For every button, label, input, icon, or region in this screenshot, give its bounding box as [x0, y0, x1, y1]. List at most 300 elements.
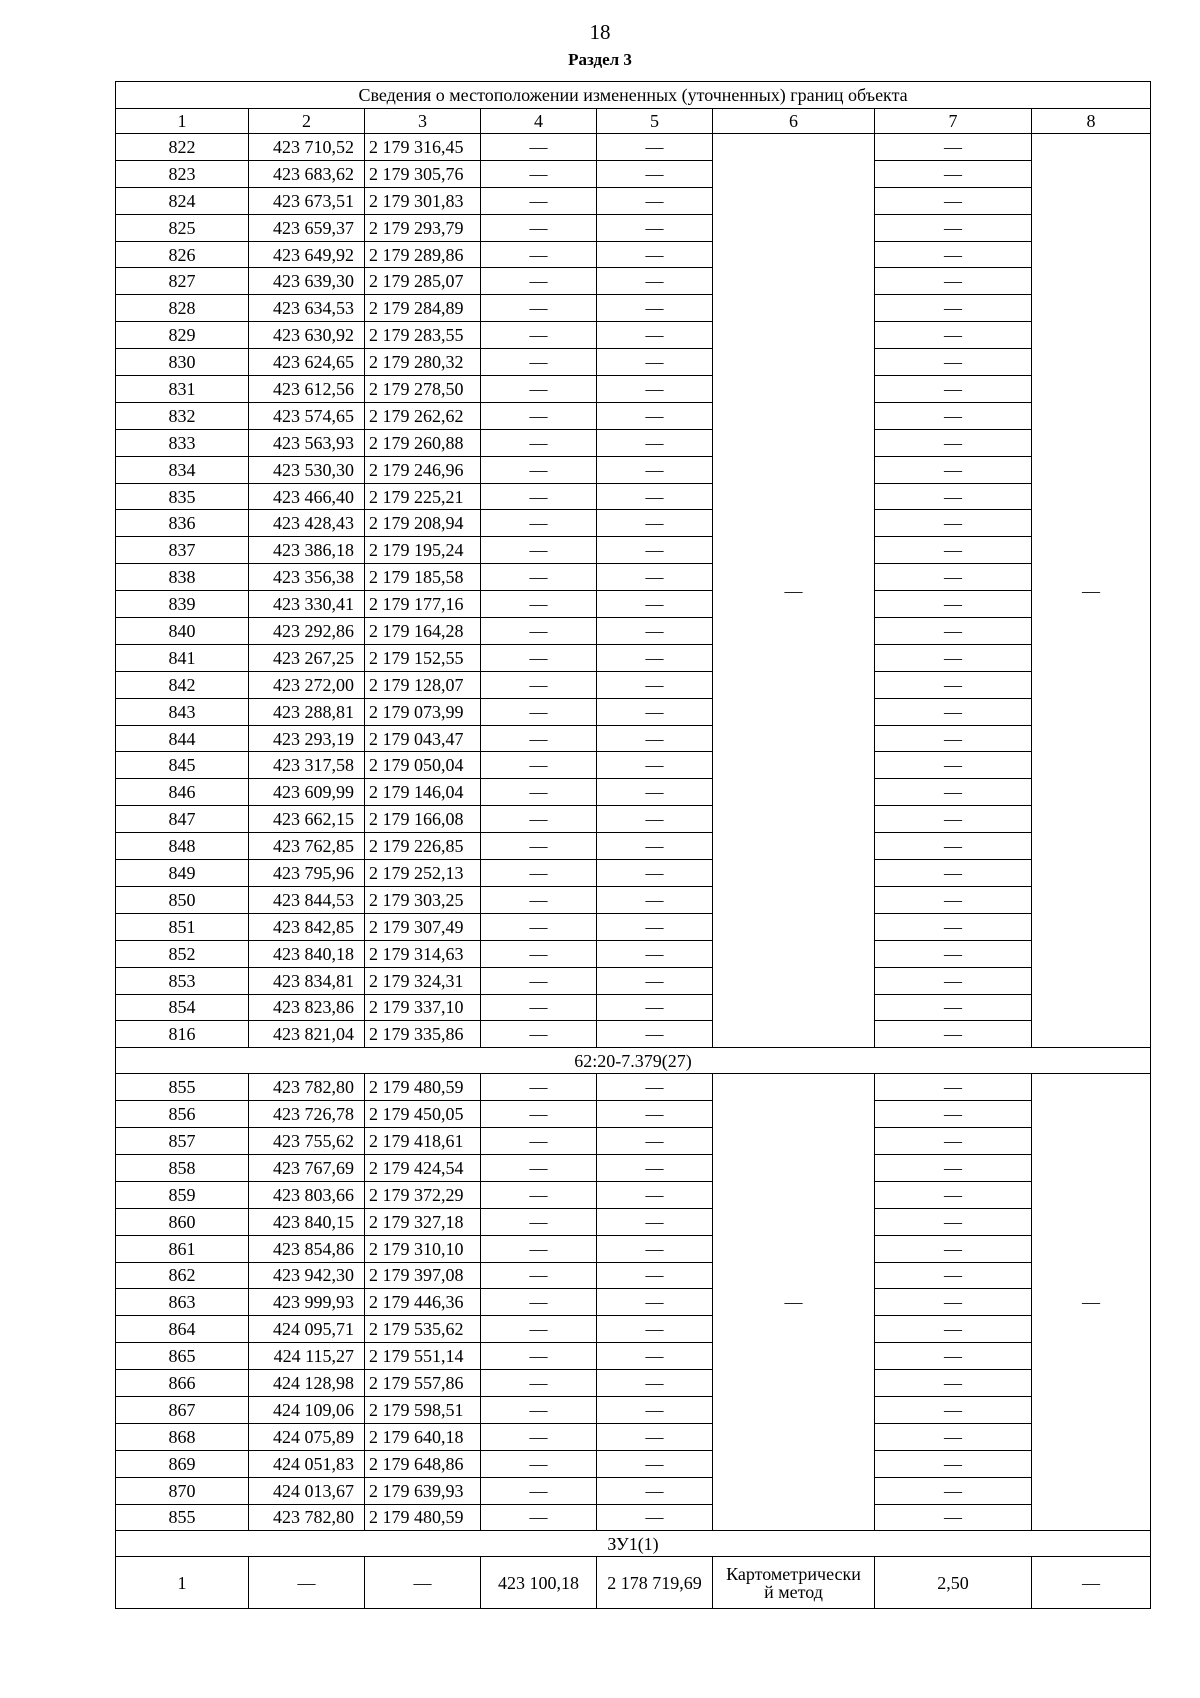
group-label: 62:20-7.379(27) [116, 1048, 1151, 1074]
table-row [116, 644, 1151, 671]
empty-dash-cell: — [597, 1235, 713, 1262]
empty-dash-cell: — [597, 134, 713, 161]
empty-dash-cell: — [481, 591, 597, 618]
y-coordinate-cell: 2 178 719,69 [597, 1557, 713, 1609]
empty-dash-cell: — [875, 1450, 1032, 1477]
x-coordinate-cell: 423 267,25 [249, 644, 365, 671]
y-coordinate-cell: 2 179 284,89 [365, 295, 481, 322]
group-label: ЗУ1(1) [116, 1531, 1151, 1557]
table-row [116, 134, 1151, 161]
method-line: Картометрически [726, 1563, 861, 1584]
method-line: й метод [764, 1581, 823, 1602]
x-coordinate-cell: 423 639,30 [249, 268, 365, 295]
point-number-cell: 839 [116, 591, 249, 618]
empty-dash-cell: — [875, 1289, 1032, 1316]
y-coordinate-cell: 2 179 480,59 [365, 1504, 481, 1531]
empty-dash-cell: — [481, 510, 597, 537]
empty-dash-cell: — [481, 483, 597, 510]
empty-dash-cell: — [597, 1316, 713, 1343]
point-number-cell: 840 [116, 618, 249, 645]
table-row [116, 187, 1151, 214]
x-coordinate-cell: 423 386,18 [249, 537, 365, 564]
empty-dash-cell: — [481, 994, 597, 1021]
empty-dash-cell: — [875, 1396, 1032, 1423]
y-coordinate-cell: 2 179 146,04 [365, 779, 481, 806]
point-number-cell: 861 [116, 1235, 249, 1262]
x-coordinate-cell: 423 782,80 [249, 1074, 365, 1101]
x-coordinate-cell: 423 842,85 [249, 913, 365, 940]
table-row [116, 322, 1151, 349]
empty-dash-cell: — [481, 160, 597, 187]
empty-dash-cell: — [481, 402, 597, 429]
point-number-cell: 842 [116, 671, 249, 698]
table-row [116, 1128, 1151, 1155]
y-coordinate-cell: 2 179 335,86 [365, 1021, 481, 1048]
empty-dash-cell: — [481, 671, 597, 698]
merged-dash-cell: — [713, 134, 875, 1048]
empty-dash-cell: — [481, 1021, 597, 1048]
y-coordinate-cell: 2 179 324,31 [365, 967, 481, 994]
point-number-cell: 838 [116, 564, 249, 591]
empty-dash-cell: — [597, 913, 713, 940]
y-coordinate-cell: 2 179 208,94 [365, 510, 481, 537]
point-number-cell: 836 [116, 510, 249, 537]
table-row [116, 1101, 1151, 1128]
empty-dash-cell: — [875, 483, 1032, 510]
table-row [116, 214, 1151, 241]
empty-dash-cell: — [597, 1074, 713, 1101]
empty-dash-cell: — [597, 1450, 713, 1477]
column-number-header: 5 [597, 109, 713, 134]
x-coordinate-cell: 423 100,18 [481, 1557, 597, 1609]
empty-dash-cell: — [481, 537, 597, 564]
point-number-cell: 860 [116, 1208, 249, 1235]
y-coordinate-cell: 2 179 535,62 [365, 1316, 481, 1343]
table-row [116, 564, 1151, 591]
point-number-cell: 833 [116, 429, 249, 456]
table-row [116, 1235, 1151, 1262]
x-coordinate-cell: 424 075,89 [249, 1423, 365, 1450]
table-row [116, 994, 1151, 1021]
empty-dash-cell: — [875, 214, 1032, 241]
x-coordinate-cell: 423 840,18 [249, 940, 365, 967]
empty-dash-cell: — [875, 591, 1032, 618]
y-coordinate-cell: 2 179 337,10 [365, 994, 481, 1021]
column-number-header: 7 [875, 109, 1032, 134]
y-coordinate-cell: 2 179 557,86 [365, 1370, 481, 1397]
table-row [116, 1289, 1151, 1316]
empty-dash-cell: — [875, 1128, 1032, 1155]
x-coordinate-cell: 423 854,86 [249, 1235, 365, 1262]
empty-dash-cell: — [597, 376, 713, 403]
y-coordinate-cell: 2 179 177,16 [365, 591, 481, 618]
empty-dash-cell: — [875, 1021, 1032, 1048]
point-number-cell: 852 [116, 940, 249, 967]
empty-dash-cell: — [597, 725, 713, 752]
x-coordinate-cell: 423 755,62 [249, 1128, 365, 1155]
x-coordinate-cell: 424 051,83 [249, 1450, 365, 1477]
merged-dash-cell: — [1032, 1074, 1151, 1531]
empty-dash-cell: — [875, 725, 1032, 752]
empty-dash-cell: — [597, 833, 713, 860]
empty-dash-cell: — [875, 160, 1032, 187]
empty-dash-cell: — [875, 806, 1032, 833]
point-number-cell: 867 [116, 1396, 249, 1423]
empty-dash-cell: — [597, 1477, 713, 1504]
point-number-cell: 845 [116, 752, 249, 779]
empty-dash-cell: — [365, 1557, 481, 1609]
y-coordinate-cell: 2 179 278,50 [365, 376, 481, 403]
merged-dash-cell: — [713, 1074, 875, 1531]
y-coordinate-cell: 2 179 639,93 [365, 1477, 481, 1504]
empty-dash-cell: — [875, 1477, 1032, 1504]
empty-dash-cell: — [597, 322, 713, 349]
point-number-cell: 837 [116, 537, 249, 564]
x-coordinate-cell: 423 782,80 [249, 1504, 365, 1531]
y-coordinate-cell: 2 179 301,83 [365, 187, 481, 214]
x-coordinate-cell: 423 292,86 [249, 618, 365, 645]
point-number-cell: 868 [116, 1423, 249, 1450]
table-row [116, 510, 1151, 537]
empty-dash-cell: — [597, 241, 713, 268]
y-coordinate-cell: 2 179 314,63 [365, 940, 481, 967]
empty-dash-cell: — [875, 134, 1032, 161]
empty-dash-cell: — [597, 860, 713, 887]
empty-dash-cell: — [875, 376, 1032, 403]
point-number-cell: 863 [116, 1289, 249, 1316]
empty-dash-cell: — [597, 671, 713, 698]
y-coordinate-cell: 2 179 327,18 [365, 1208, 481, 1235]
empty-dash-cell: — [481, 1504, 597, 1531]
empty-dash-cell: — [481, 456, 597, 483]
table-row [116, 671, 1151, 698]
table-row [116, 537, 1151, 564]
empty-dash-cell: — [597, 214, 713, 241]
empty-dash-cell: — [597, 1181, 713, 1208]
table-row [116, 1557, 1151, 1609]
y-coordinate-cell: 2 179 226,85 [365, 833, 481, 860]
empty-dash-cell: — [481, 1343, 597, 1370]
empty-dash-cell: — [875, 510, 1032, 537]
empty-dash-cell: — [875, 1423, 1032, 1450]
table-row [116, 268, 1151, 295]
y-coordinate-cell: 2 179 372,29 [365, 1181, 481, 1208]
empty-dash-cell: — [875, 456, 1032, 483]
empty-dash-cell: — [481, 1289, 597, 1316]
empty-dash-cell: — [597, 349, 713, 376]
y-coordinate-cell: 2 179 225,21 [365, 483, 481, 510]
empty-dash-cell: — [481, 644, 597, 671]
x-coordinate-cell: 423 823,86 [249, 994, 365, 1021]
x-coordinate-cell: 423 272,00 [249, 671, 365, 698]
y-coordinate-cell: 2 179 397,08 [365, 1262, 481, 1289]
empty-dash-cell: — [875, 833, 1032, 860]
empty-dash-cell: — [875, 1504, 1032, 1531]
empty-dash-cell: — [875, 1074, 1032, 1101]
table-row [116, 402, 1151, 429]
empty-dash-cell: — [597, 1128, 713, 1155]
point-number-cell: 850 [116, 886, 249, 913]
empty-dash-cell: — [481, 806, 597, 833]
empty-dash-cell: — [875, 1343, 1032, 1370]
y-coordinate-cell: 2 179 305,76 [365, 160, 481, 187]
point-number-cell: 826 [116, 241, 249, 268]
table-row [116, 940, 1151, 967]
table-row [116, 376, 1151, 403]
point-number-cell: 827 [116, 268, 249, 295]
table-row [116, 1450, 1151, 1477]
empty-dash-cell: — [597, 402, 713, 429]
y-coordinate-cell: 2 179 280,32 [365, 349, 481, 376]
empty-dash-cell: — [875, 1316, 1032, 1343]
y-coordinate-cell: 2 179 166,08 [365, 806, 481, 833]
y-coordinate-cell: 2 179 164,28 [365, 618, 481, 645]
empty-dash-cell: — [597, 698, 713, 725]
point-number-cell: 857 [116, 1128, 249, 1155]
point-number-cell: 866 [116, 1370, 249, 1397]
x-coordinate-cell: 424 109,06 [249, 1396, 365, 1423]
empty-dash-cell: — [481, 833, 597, 860]
table-row [116, 1423, 1151, 1450]
point-number-cell: 870 [116, 1477, 249, 1504]
point-number-cell: 849 [116, 860, 249, 887]
x-coordinate-cell: 423 574,65 [249, 402, 365, 429]
table-row [116, 618, 1151, 645]
empty-dash-cell: — [597, 1101, 713, 1128]
empty-dash-cell: — [481, 429, 597, 456]
y-coordinate-cell: 2 179 303,25 [365, 886, 481, 913]
empty-dash-cell: — [481, 1370, 597, 1397]
y-coordinate-cell: 2 179 185,58 [365, 564, 481, 591]
empty-dash-cell: — [481, 940, 597, 967]
y-coordinate-cell: 2 179 195,24 [365, 537, 481, 564]
empty-dash-cell: — [875, 994, 1032, 1021]
point-number-cell: 844 [116, 725, 249, 752]
empty-dash-cell: — [481, 1101, 597, 1128]
y-coordinate-cell: 2 179 640,18 [365, 1423, 481, 1450]
empty-dash-cell: — [875, 860, 1032, 887]
empty-dash-cell: — [481, 1208, 597, 1235]
accuracy-cell: 2,50 [875, 1557, 1032, 1609]
table-row [116, 1370, 1151, 1397]
x-coordinate-cell: 423 710,52 [249, 134, 365, 161]
empty-dash-cell: — [875, 1208, 1032, 1235]
point-number-cell: 834 [116, 456, 249, 483]
empty-dash-cell: — [481, 967, 597, 994]
y-coordinate-cell: 2 179 043,47 [365, 725, 481, 752]
empty-dash-cell: — [875, 671, 1032, 698]
x-coordinate-cell: 423 942,30 [249, 1262, 365, 1289]
empty-dash-cell: — [481, 860, 597, 887]
x-coordinate-cell: 423 330,41 [249, 591, 365, 618]
x-coordinate-cell: 423 834,81 [249, 967, 365, 994]
table-row [116, 833, 1151, 860]
point-number-cell: 816 [116, 1021, 249, 1048]
table-row [116, 483, 1151, 510]
table-row [116, 1504, 1151, 1531]
x-coordinate-cell: 423 649,92 [249, 241, 365, 268]
empty-dash-cell: — [481, 349, 597, 376]
empty-dash-cell: — [481, 1235, 597, 1262]
point-number-cell: 832 [116, 402, 249, 429]
point-number-cell: 869 [116, 1450, 249, 1477]
table-row [116, 860, 1151, 887]
y-coordinate-cell: 2 179 598,51 [365, 1396, 481, 1423]
empty-dash-cell: — [597, 752, 713, 779]
empty-dash-cell: — [875, 1154, 1032, 1181]
point-number-cell: 829 [116, 322, 249, 349]
x-coordinate-cell: 424 013,67 [249, 1477, 365, 1504]
column-number-row [116, 109, 1151, 134]
x-coordinate-cell: 423 840,15 [249, 1208, 365, 1235]
merged-dash-cell: — [1032, 134, 1151, 1048]
empty-dash-cell: — [875, 913, 1032, 940]
y-coordinate-cell: 2 179 316,45 [365, 134, 481, 161]
x-coordinate-cell: 423 634,53 [249, 295, 365, 322]
empty-dash-cell: — [597, 967, 713, 994]
table-row [116, 698, 1151, 725]
empty-dash-cell: — [481, 322, 597, 349]
empty-dash-cell: — [597, 160, 713, 187]
table-row [116, 752, 1151, 779]
empty-dash-cell: — [481, 1477, 597, 1504]
empty-dash-cell: — [875, 618, 1032, 645]
empty-dash-cell: — [597, 1208, 713, 1235]
point-number-cell: 1 [116, 1557, 249, 1609]
x-coordinate-cell: 424 128,98 [249, 1370, 365, 1397]
empty-dash-cell: — [875, 967, 1032, 994]
table-row [116, 1154, 1151, 1181]
empty-dash-cell: — [481, 187, 597, 214]
empty-dash-cell: — [1032, 1557, 1151, 1609]
y-coordinate-cell: 2 179 424,54 [365, 1154, 481, 1181]
empty-dash-cell: — [481, 1423, 597, 1450]
y-coordinate-cell: 2 179 073,99 [365, 698, 481, 725]
y-coordinate-cell: 2 179 050,04 [365, 752, 481, 779]
table-row [116, 295, 1151, 322]
point-number-cell: 847 [116, 806, 249, 833]
point-number-cell: 846 [116, 779, 249, 806]
y-coordinate-cell: 2 179 283,55 [365, 322, 481, 349]
empty-dash-cell: — [875, 268, 1032, 295]
empty-dash-cell: — [875, 752, 1032, 779]
table-row [116, 967, 1151, 994]
empty-dash-cell: — [597, 940, 713, 967]
x-coordinate-cell: 423 624,65 [249, 349, 365, 376]
y-coordinate-cell: 2 179 293,79 [365, 214, 481, 241]
x-coordinate-cell: 424 115,27 [249, 1343, 365, 1370]
table-row [116, 779, 1151, 806]
empty-dash-cell: — [875, 1262, 1032, 1289]
page-number: 18 [589, 20, 611, 44]
empty-dash-cell: — [597, 994, 713, 1021]
x-coordinate-cell: 423 673,51 [249, 187, 365, 214]
point-number-cell: 822 [116, 134, 249, 161]
column-number-header: 8 [1032, 109, 1151, 134]
group-label-row [116, 1531, 1151, 1557]
empty-dash-cell: — [875, 564, 1032, 591]
empty-dash-cell: — [875, 187, 1032, 214]
table-row [116, 806, 1151, 833]
empty-dash-cell: — [481, 134, 597, 161]
x-coordinate-cell: 423 563,93 [249, 429, 365, 456]
empty-dash-cell: — [597, 295, 713, 322]
x-coordinate-cell: 423 609,99 [249, 779, 365, 806]
point-number-cell: 865 [116, 1343, 249, 1370]
point-number-cell: 862 [116, 1262, 249, 1289]
table-row [116, 1343, 1151, 1370]
table-row [116, 1477, 1151, 1504]
x-coordinate-cell: 423 288,81 [249, 698, 365, 725]
table-row [116, 1021, 1151, 1048]
empty-dash-cell: — [597, 537, 713, 564]
empty-dash-cell: — [597, 1343, 713, 1370]
empty-dash-cell: — [249, 1557, 365, 1609]
y-coordinate-cell: 2 179 450,05 [365, 1101, 481, 1128]
empty-dash-cell: — [481, 886, 597, 913]
x-coordinate-cell: 423 795,96 [249, 860, 365, 887]
point-number-cell: 858 [116, 1154, 249, 1181]
table-body [116, 134, 1151, 1609]
empty-dash-cell: — [875, 241, 1032, 268]
empty-dash-cell: — [481, 214, 597, 241]
x-coordinate-cell: 423 612,56 [249, 376, 365, 403]
empty-dash-cell: — [597, 1154, 713, 1181]
empty-dash-cell: — [875, 940, 1032, 967]
empty-dash-cell: — [597, 456, 713, 483]
point-number-cell: 854 [116, 994, 249, 1021]
table-row [116, 429, 1151, 456]
empty-dash-cell: — [481, 913, 597, 940]
point-number-cell: 823 [116, 160, 249, 187]
table-title: Сведения о местоположении измененных (уточненных) границ объекта [116, 82, 1151, 109]
table-row [116, 1316, 1151, 1343]
empty-dash-cell: — [597, 779, 713, 806]
y-coordinate-cell: 2 179 260,88 [365, 429, 481, 456]
x-coordinate-cell: 423 821,04 [249, 1021, 365, 1048]
point-number-cell: 841 [116, 644, 249, 671]
empty-dash-cell: — [481, 618, 597, 645]
empty-dash-cell: — [597, 591, 713, 618]
empty-dash-cell: — [597, 1504, 713, 1531]
y-coordinate-cell: 2 179 152,55 [365, 644, 481, 671]
column-number-header: 4 [481, 109, 597, 134]
x-coordinate-cell: 423 767,69 [249, 1154, 365, 1181]
empty-dash-cell: — [481, 564, 597, 591]
x-coordinate-cell: 423 428,43 [249, 510, 365, 537]
point-number-cell: 855 [116, 1504, 249, 1531]
empty-dash-cell: — [597, 564, 713, 591]
point-number-cell: 856 [116, 1101, 249, 1128]
empty-dash-cell: — [875, 537, 1032, 564]
empty-dash-cell: — [597, 886, 713, 913]
empty-dash-cell: — [597, 806, 713, 833]
x-coordinate-cell: 424 095,71 [249, 1316, 365, 1343]
empty-dash-cell: — [875, 698, 1032, 725]
empty-dash-cell: — [875, 1235, 1032, 1262]
table-row [116, 725, 1151, 752]
coordinates-table [115, 81, 1151, 1609]
empty-dash-cell: — [597, 510, 713, 537]
y-coordinate-cell: 2 179 551,14 [365, 1343, 481, 1370]
empty-dash-cell: — [597, 1262, 713, 1289]
method-cell [713, 1557, 875, 1609]
table-row [116, 160, 1151, 187]
empty-dash-cell: — [597, 187, 713, 214]
table-row [116, 886, 1151, 913]
empty-dash-cell: — [875, 402, 1032, 429]
point-number-cell: 843 [116, 698, 249, 725]
